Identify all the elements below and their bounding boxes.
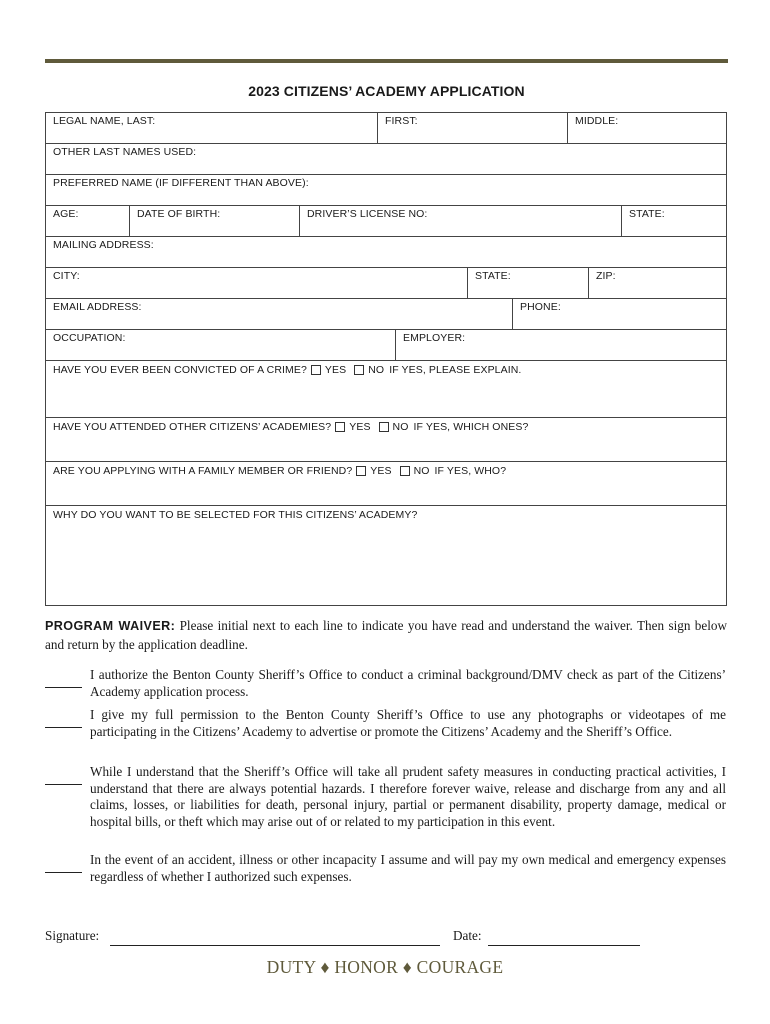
employment-row bbox=[46, 330, 726, 361]
date-label: Date: bbox=[453, 928, 482, 943]
crime-question bbox=[46, 361, 726, 417]
dob-field[interactable]: DATE OF BIRTH: bbox=[130, 206, 300, 236]
crime-followup-label: IF YES, PLEASE EXPLAIN. bbox=[389, 364, 522, 376]
crime-yes-checkbox[interactable] bbox=[311, 365, 321, 375]
initial-blank[interactable] bbox=[45, 872, 82, 873]
signature-label: Signature: bbox=[45, 928, 100, 943]
waiver-heading: PROGRAM WAIVER: bbox=[45, 619, 176, 633]
license-field[interactable]: DRIVER’S LICENSE NO: bbox=[300, 206, 622, 236]
crime-yes-label: YES bbox=[324, 364, 347, 376]
age-field[interactable]: AGE: bbox=[46, 206, 130, 236]
waiver-intro-text: Please initial next to each line to indicate you have read and understand the waiver. Then sign below and return by the application deadline. bbox=[45, 618, 728, 652]
waiver-item-text: I authorize the Benton County Sheriff’s Office to conduct a criminal background/DMV check as part of the Citizens’ Academy application process. bbox=[90, 667, 726, 699]
family-no-checkbox[interactable] bbox=[400, 466, 410, 476]
waiver-item-text: I give my full permission to the Benton County Sheriff’s Office to use any photographs or videotapes of me participating in the Citizens’ Academy to advertise or promote the Citizens’ Academy and the Sheriff’s Office. bbox=[90, 707, 726, 739]
academies-followup-label: IF YES, WHICH ONES? bbox=[413, 421, 529, 433]
crime-question-label: HAVE YOU EVER BEEN CONVICTED OF A CRIME? bbox=[53, 364, 307, 376]
academies-question bbox=[46, 418, 726, 461]
family-yes-label: YES bbox=[370, 465, 392, 477]
mailing-address-field[interactable]: MAILING ADDRESS: bbox=[53, 239, 154, 251]
middle-name-field[interactable]: MIDDLE: bbox=[575, 115, 619, 127]
other-names-row bbox=[46, 144, 726, 175]
employer-field[interactable]: EMPLOYER: bbox=[403, 332, 466, 344]
crime-question-row bbox=[46, 361, 726, 418]
occupation-field[interactable]: OCCUPATION: bbox=[46, 330, 396, 360]
initial-blank[interactable] bbox=[45, 687, 82, 688]
page-title: 2023 CITIZENS’ ACADEMY APPLICATION bbox=[248, 83, 525, 99]
academies-no-label: NO bbox=[392, 421, 409, 433]
why-question-row bbox=[46, 506, 726, 605]
last-name-field[interactable]: LEGAL NAME, LAST: bbox=[46, 113, 378, 143]
waiver-item-text: In the event of an accident, illness or other incapacity I assume and will pay my own medical and emergency expenses regardless of whether I authorized such expenses. bbox=[90, 852, 726, 884]
why-question-field[interactable] bbox=[46, 506, 726, 605]
preferred-name-field[interactable]: PREFERRED NAME (IF DIFFERENT THAN ABOVE): bbox=[53, 177, 309, 189]
family-no-label: NO bbox=[413, 465, 430, 477]
first-name-field[interactable]: FIRST: bbox=[378, 113, 568, 143]
preferred-name-row bbox=[46, 175, 726, 206]
waiver-intro bbox=[45, 617, 727, 653]
crime-no-checkbox[interactable] bbox=[354, 365, 364, 375]
zip-field[interactable]: ZIP: bbox=[596, 270, 616, 282]
name-row bbox=[46, 113, 726, 144]
city-field[interactable]: CITY: bbox=[46, 268, 468, 298]
waiver-item-text: While I understand that the Sheriff’s Office will take all prudent safety measures in conducting practical activities, I understand that there are always potential hazards. I therefore forever waive, release and discharge from any and all claims, losses, or liabilities for death, personal injury, partial or permanent disability, property damage, medical or hospital bills, or theft which may arise out of or related to my participation in this event. bbox=[90, 764, 726, 829]
initial-blank[interactable] bbox=[45, 727, 82, 728]
academies-yes-label: YES bbox=[349, 421, 371, 433]
email-field[interactable]: EMAIL ADDRESS: bbox=[46, 299, 513, 329]
academies-question-row bbox=[46, 418, 726, 462]
signature-line[interactable] bbox=[110, 945, 440, 946]
phone-field[interactable]: PHONE: bbox=[520, 301, 561, 313]
academies-yes-checkbox[interactable] bbox=[335, 422, 345, 432]
family-question-row bbox=[46, 462, 726, 506]
date-line[interactable] bbox=[488, 945, 640, 946]
id-row bbox=[46, 206, 726, 237]
contact-row bbox=[46, 299, 726, 330]
city-row bbox=[46, 268, 726, 299]
family-followup-label: IF YES, WHO? bbox=[434, 465, 507, 477]
header-rule bbox=[45, 59, 728, 63]
crime-no-label: NO bbox=[368, 364, 385, 376]
license-state-field[interactable]: STATE: bbox=[629, 208, 665, 220]
family-yes-checkbox[interactable] bbox=[356, 466, 366, 476]
motto: DUTY ♦ HONOR ♦ COURAGE bbox=[266, 957, 504, 977]
why-question-label: WHY DO YOU WANT TO BE SELECTED FOR THIS CITIZENS’ ACADEMY? bbox=[53, 509, 418, 521]
other-names-field[interactable]: OTHER LAST NAMES USED: bbox=[53, 146, 197, 158]
academies-question-label: HAVE YOU ATTENDED OTHER CITIZENS’ ACADEMIES? bbox=[53, 421, 332, 433]
application-form bbox=[45, 112, 727, 606]
mailing-row bbox=[46, 237, 726, 268]
state-field[interactable]: STATE: bbox=[468, 268, 589, 298]
initial-blank[interactable] bbox=[45, 784, 82, 785]
family-question bbox=[46, 462, 726, 505]
family-question-label: ARE YOU APPLYING WITH A FAMILY MEMBER OR FRIEND? bbox=[53, 465, 353, 477]
academies-no-checkbox[interactable] bbox=[379, 422, 389, 432]
